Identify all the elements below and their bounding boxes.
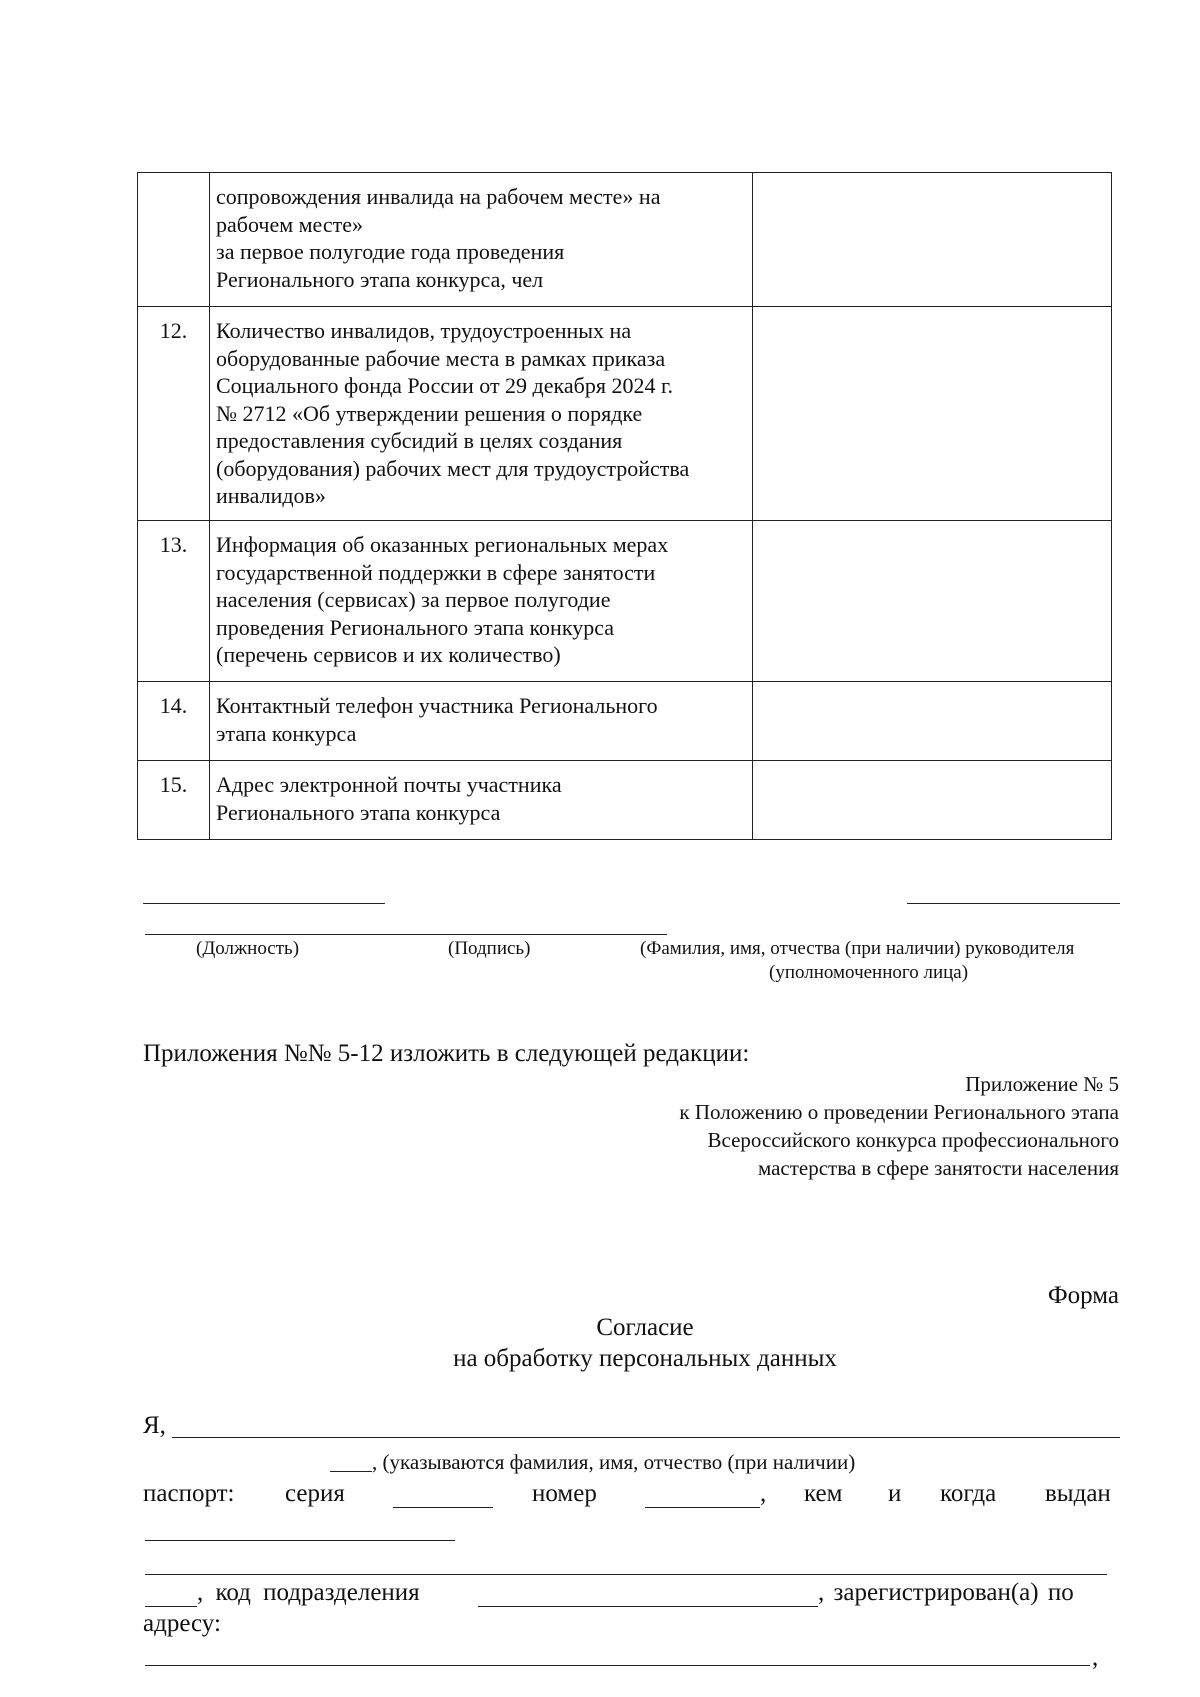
value-cell[interactable]: [753, 682, 1112, 761]
row-text: Информация об оказанных региональных мерах государственной поддержки в сфере занятости населения (сервисах) за первое полугодие проведения Регионального этапа конкурса (перечень сервисов и их количество): [210, 521, 753, 682]
value-cell[interactable]: [753, 521, 1112, 682]
full-name-line[interactable]: [172, 1437, 1120, 1438]
appendix-header: [679, 1070, 1119, 1182]
dept-code-label: , код подразделения: [197, 1579, 420, 1606]
full-name-line-cont[interactable]: [330, 1471, 372, 1472]
value-cell[interactable]: [753, 307, 1112, 521]
row-text: Адрес электронной почты участника Регионального этапа конкурса: [210, 761, 753, 840]
appendix-number: Приложение № 5: [965, 1072, 1119, 1096]
consent-title: Согласие: [596, 1314, 694, 1341]
consent-subtitle: на обработку персональных данных: [453, 1345, 837, 1372]
appendix-line: к Положению о проведении Регионального этапа: [679, 1100, 1119, 1124]
series-field[interactable]: [393, 1507, 493, 1508]
address-field[interactable]: [145, 1665, 1090, 1666]
i-prefix: Я,: [143, 1412, 166, 1439]
when-label: когда: [940, 1480, 997, 1507]
row-number: 14.: [138, 682, 210, 761]
signature-line[interactable]: [145, 934, 667, 935]
address-label: адресу:: [143, 1610, 221, 1637]
row-text-part: сопровождения инвалида на рабочем месте» на рабочем месте» за первое полугодие года проведения Регионального этапа конкурса, чел: [216, 184, 661, 292]
number-label: номер: [532, 1480, 597, 1507]
registered-label: , зарегистрирован(а) по: [818, 1579, 1074, 1606]
participant-info-table: [137, 172, 1112, 840]
position-label: (Должность): [196, 938, 300, 959]
position-signature-line[interactable]: [143, 903, 385, 904]
form-label: Форма: [1047, 1282, 1119, 1309]
value-cell[interactable]: [753, 173, 1112, 307]
dept-code-field[interactable]: [478, 1606, 818, 1607]
series-label: серия: [285, 1480, 345, 1507]
row-number: [138, 173, 210, 307]
address-comma: ,: [1092, 1644, 1099, 1671]
table-row: [138, 173, 1112, 307]
issued-by-label: кем: [804, 1480, 843, 1507]
appendix-line: Всероссийского конкурса профессионального: [707, 1128, 1119, 1152]
row-number: 12.: [138, 307, 210, 521]
issued-by-field[interactable]: [145, 1540, 455, 1541]
issued-by-field-cont[interactable]: [145, 1574, 1107, 1575]
amendment-text: Приложения №№ 5-12 изложить в следующей редакции:: [143, 1040, 750, 1067]
value-cell[interactable]: [753, 761, 1112, 840]
row-number: 15.: [138, 761, 210, 840]
passport-label: паспорт:: [143, 1480, 235, 1507]
name-label-line1: (Фамилия, имя, отчества (при наличии) руководителя: [640, 938, 1075, 959]
signature-label: (Подпись): [448, 938, 531, 959]
name-signature-line[interactable]: [907, 903, 1120, 904]
row-text: [210, 173, 753, 307]
table-row: [138, 521, 1112, 682]
table-row: [138, 307, 1112, 521]
issued-label: выдан: [1045, 1480, 1111, 1507]
number-field[interactable]: [645, 1507, 760, 1508]
table-row: [138, 761, 1112, 840]
row-text: Количество инвалидов, трудоустроенных на оборудованные рабочие места в рамках приказа Социального фонда России от 29 декабря 2024 г. № 2712 «Об утверждении решения о порядке предоставления субсидий в целях создания (оборудования) рабочих мест для трудоустройства инвалидов»: [210, 307, 753, 521]
appendix-line: мастерства в сфере занятости населения: [757, 1156, 1119, 1180]
row-number: 13.: [138, 521, 210, 682]
name-label-line2: (уполномоченного лица): [769, 962, 969, 983]
name-hint: , (указываются фамилия, имя, отчество (при наличии): [372, 1450, 856, 1474]
comma: ,: [760, 1480, 767, 1507]
issue-date-field[interactable]: [145, 1606, 197, 1607]
row-text: Контактный телефон участника Регионального этапа конкурса: [210, 682, 753, 761]
and-label: и: [888, 1480, 902, 1507]
table-row: [138, 682, 1112, 761]
